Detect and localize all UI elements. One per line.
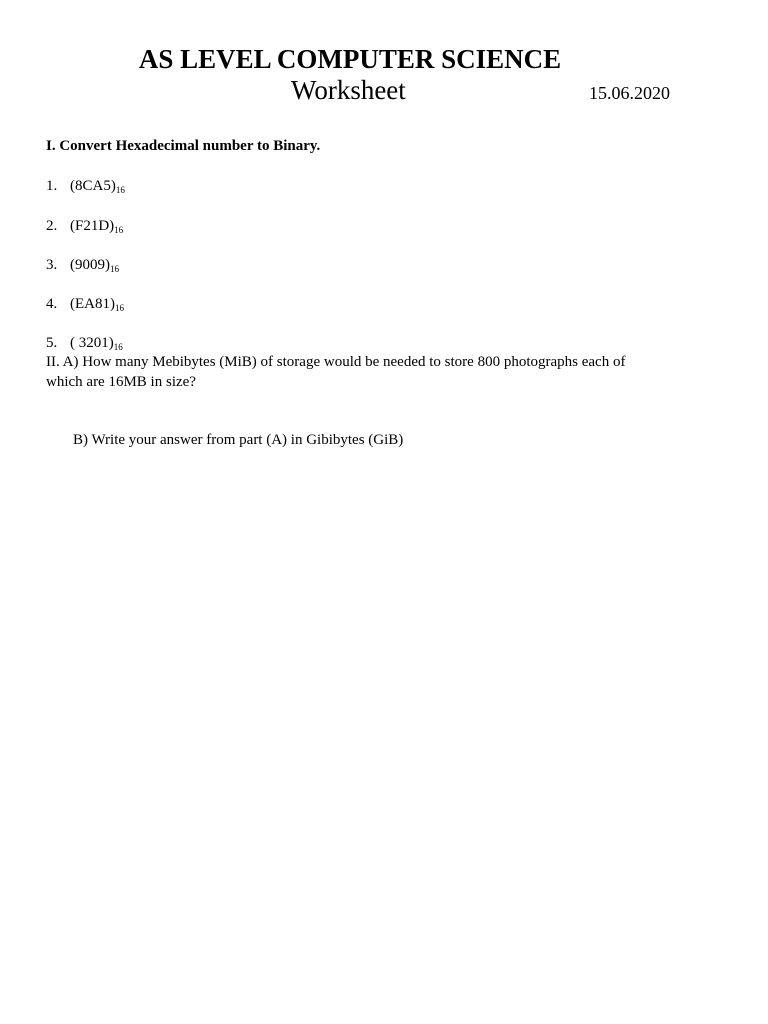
worksheet-date: 15.06.2020 (589, 83, 670, 103)
list-item (46, 216, 123, 236)
hex-value: (9009) (70, 257, 110, 273)
page-title: AS LEVEL COMPUTER SCIENCE (138, 44, 562, 74)
item-number: 1. (46, 178, 58, 194)
item-number: 3. (46, 257, 58, 273)
question-2a: II. A) How many Mebibytes (MiB) of storage would be needed to store 800 photographs each of which are 16MB in size? (46, 354, 626, 390)
item-number: 2. (46, 218, 58, 234)
item-number: 4. (46, 296, 58, 312)
list-item (46, 333, 123, 353)
hex-value: (F21D) (70, 218, 115, 234)
page-subtitle: Worksheet (291, 75, 406, 105)
base-subscript: 16 (114, 225, 124, 235)
base-subscript: 16 (113, 342, 123, 352)
list-item (46, 294, 124, 314)
list-item (46, 255, 119, 275)
base-subscript: 16 (110, 264, 119, 274)
list-item (46, 176, 125, 196)
section-1-heading: I. Convert Hexadecimal number to Binary. (46, 138, 321, 154)
item-number: 5. (46, 335, 58, 351)
hex-value: ( 3201) (70, 335, 114, 351)
base-subscript: 16 (115, 303, 124, 313)
question-2b: B) Write your answer from part (A) in Gibibytes (GiB) (73, 432, 404, 448)
hex-value: (8CA5) (70, 178, 116, 194)
base-subscript: 16 (115, 185, 125, 195)
hex-value: (EA81) (70, 296, 115, 312)
